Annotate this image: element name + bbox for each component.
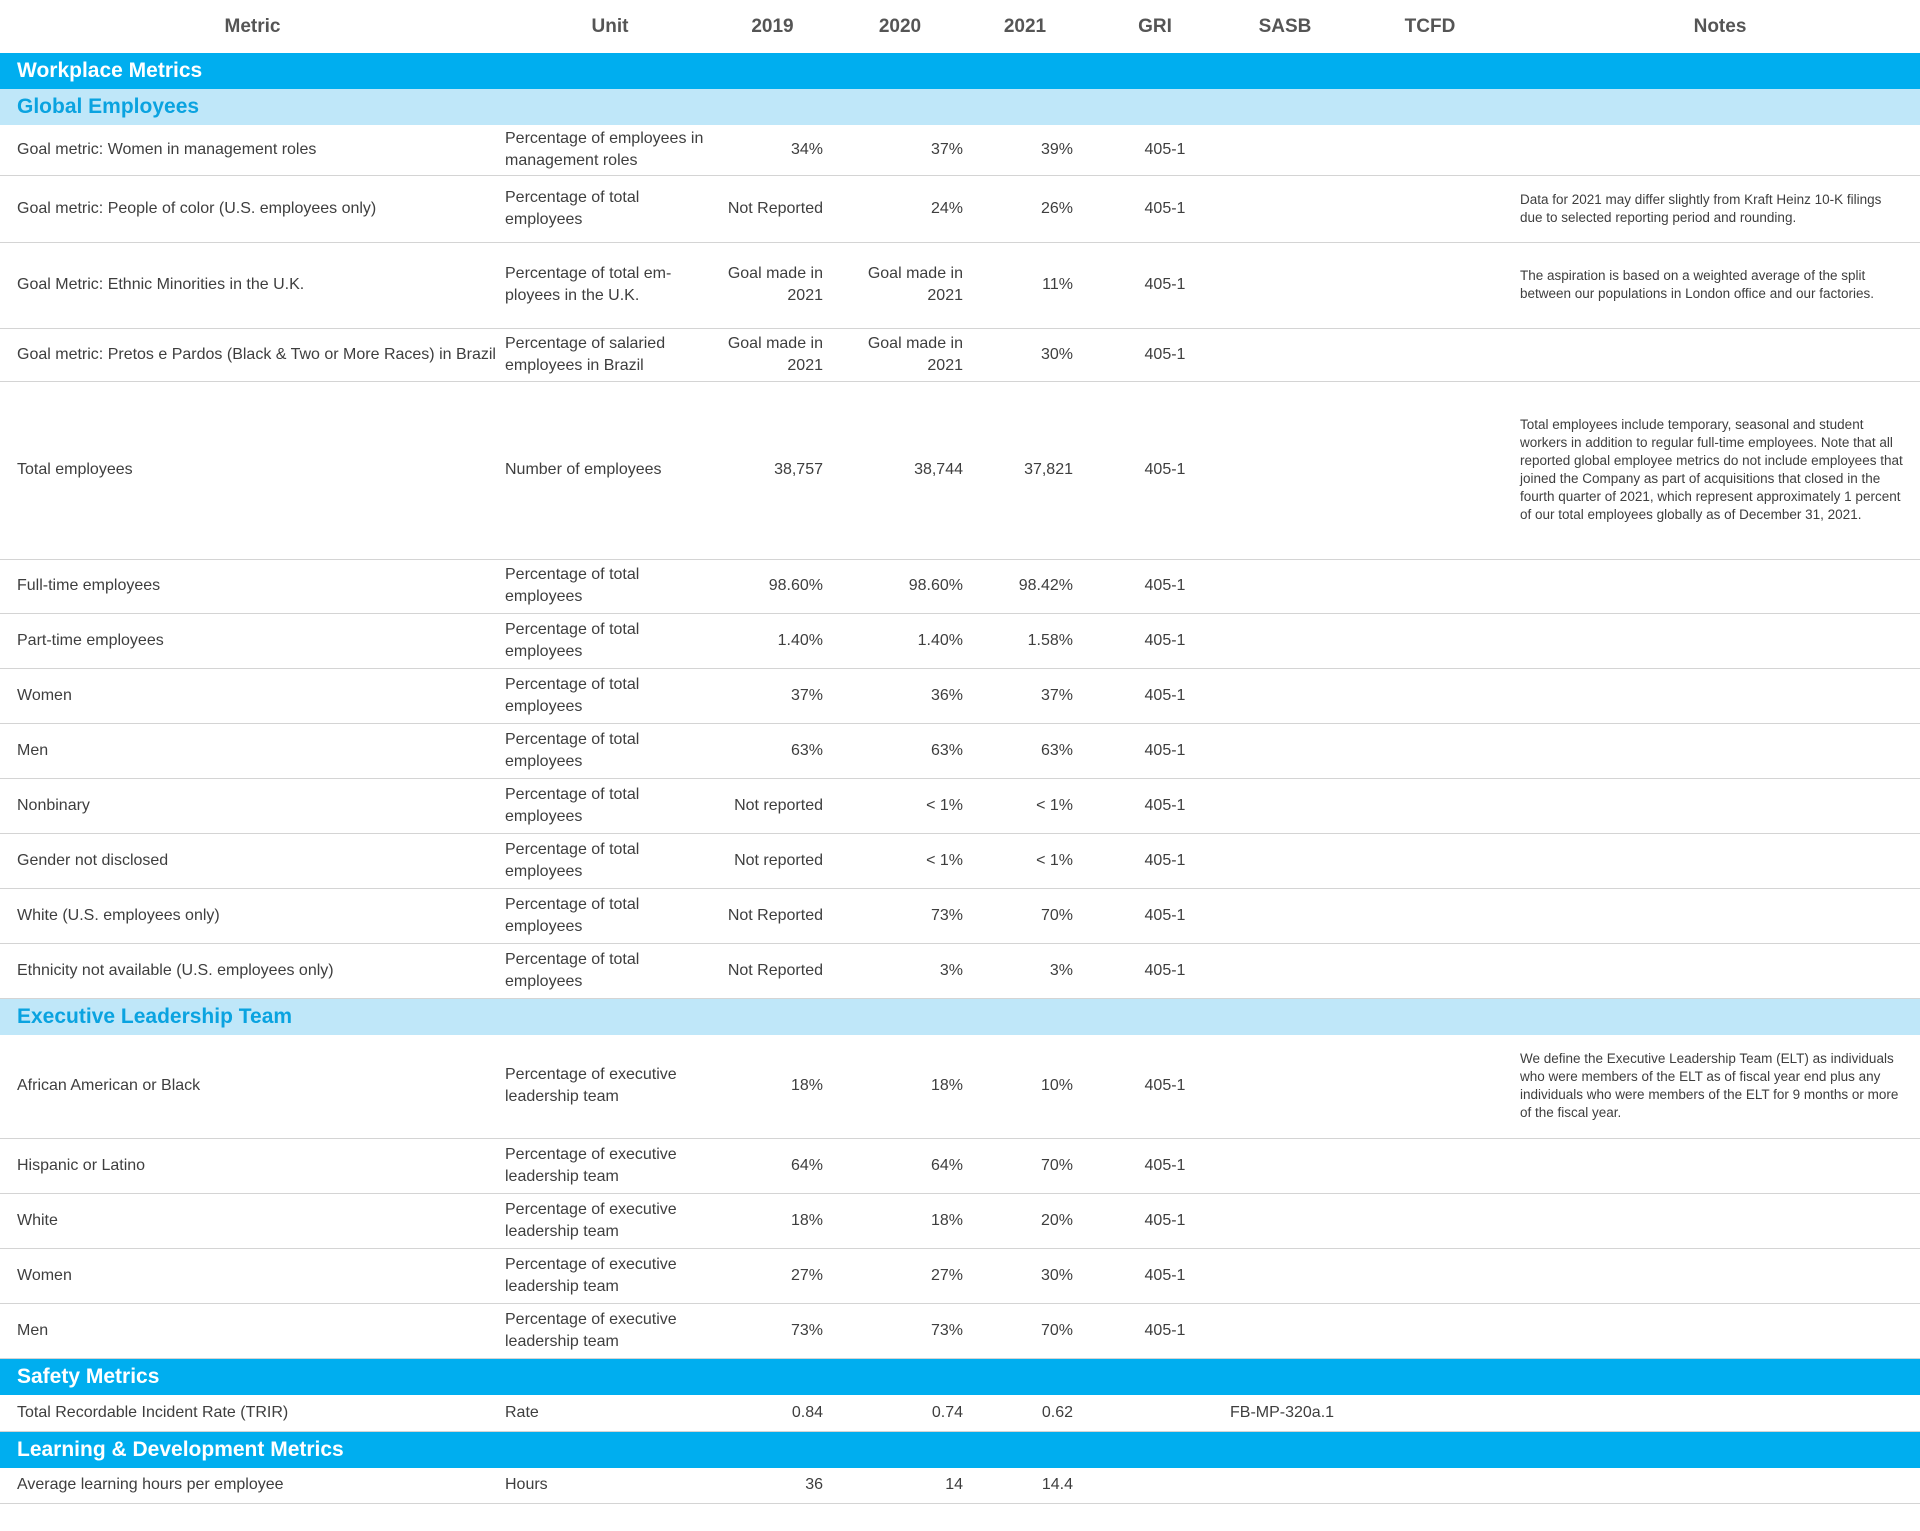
gri-cell: 405-1 [1080,328,1230,381]
gri-cell: 405-1 [1080,1194,1230,1249]
header-tcfd: TCFD [1404,15,1456,37]
tcfd-cell [1340,668,1520,723]
notes-cell [1520,1395,1920,1431]
value-2019: Goal made in 2021 [715,242,830,328]
value-2020: 0.74 [830,1395,970,1431]
metric-cell: African American or Black [0,1035,505,1139]
value-2021: 39% [970,125,1080,175]
value-2021: 14.4 [970,1468,1080,1504]
value-2019: 63% [715,723,830,778]
value-2021: 70% [970,1139,1080,1194]
gri-cell [1080,1468,1230,1504]
metric-cell: Men [0,1304,505,1359]
metric-cell: Women [0,668,505,723]
value-2021: 1.58% [970,613,1080,668]
unit-cell: Percentage of total employees [505,888,715,943]
sasb-cell [1230,175,1340,242]
metric-cell: White (U.S. employees only) [0,888,505,943]
value-2021: 37% [970,668,1080,723]
unit-cell: Percentage of employees in management roles [505,125,715,175]
value-2019: 27% [715,1249,830,1304]
header-sasb: SASB [1258,15,1312,37]
tcfd-cell [1340,1139,1520,1194]
tcfd-cell [1340,328,1520,381]
value-2020: 36% [830,668,970,723]
table-row [0,328,1920,381]
sasb-cell [1230,381,1340,559]
notes-cell [1520,1139,1920,1194]
tcfd-cell [1340,888,1520,943]
sasb-cell [1230,1139,1340,1194]
value-2020: 73% [830,1304,970,1359]
value-2020: Goal made in 2021 [830,328,970,381]
unit-cell: Percentage of total employees [505,723,715,778]
table-row [0,1194,1920,1249]
section-title: Workplace Metrics [0,53,1920,89]
header-gri: GRI [1138,15,1172,37]
unit-cell: Rate [505,1395,715,1431]
metric-cell: Nonbinary [0,778,505,833]
value-2020: Goal made in 2021 [830,242,970,328]
gri-cell: 405-1 [1080,1139,1230,1194]
tcfd-cell [1340,242,1520,328]
sasb-cell [1230,242,1340,328]
sasb-cell [1230,328,1340,381]
notes-cell [1520,1249,1920,1304]
tcfd-cell [1340,1304,1520,1359]
value-2019: 18% [715,1035,830,1139]
value-2019: 1.40% [715,613,830,668]
header-2019: 2019 [751,15,794,37]
table-row [0,723,1920,778]
subsection-global-employees [0,89,1920,125]
unit-cell: Percentage of total employees [505,559,715,613]
tcfd-cell [1340,1035,1520,1139]
value-2021: 3% [970,943,1080,998]
unit-cell: Percentage of total employees [505,943,715,998]
metric-cell: Full-time employees [0,559,505,613]
value-2019: 38,757 [715,381,830,559]
gri-cell: 405-1 [1080,125,1230,175]
metric-cell: Total employees [0,381,505,559]
value-2019: 64% [715,1139,830,1194]
table-row [0,613,1920,668]
header-notes: Notes [1693,15,1747,37]
value-2021: 37,821 [970,381,1080,559]
value-2021: 70% [970,888,1080,943]
value-2019: 98.60% [715,559,830,613]
value-2021: 30% [970,1249,1080,1304]
value-2019: Not Reported [715,888,830,943]
table-row [0,1249,1920,1304]
gri-cell: 405-1 [1080,778,1230,833]
table-row [0,1395,1920,1431]
unit-cell: Percentage of executive leadership team [505,1249,715,1304]
metric-cell: Hispanic or Latino [0,1139,505,1194]
tcfd-cell [1340,1395,1520,1431]
value-2021: 11% [970,242,1080,328]
unit-cell: Percentage of total employees [505,175,715,242]
value-2021: 98.42% [970,559,1080,613]
table-row [0,1468,1920,1504]
metric-cell: Part-time employees [0,613,505,668]
table-row [0,1035,1920,1139]
value-2019: 0.84 [715,1395,830,1431]
metric-cell: White [0,1194,505,1249]
sasb-cell [1230,1304,1340,1359]
subsection-title: Global Employees [0,89,1920,125]
subsection-executive-leadership-team [0,998,1920,1035]
value-2021: 63% [970,723,1080,778]
metric-cell: Men [0,723,505,778]
value-2020: < 1% [830,833,970,888]
gri-cell [1080,1395,1230,1431]
gri-cell: 405-1 [1080,888,1230,943]
sasb-cell: FB-MP-320a.1 [1230,1395,1340,1431]
notes-cell [1520,833,1920,888]
tcfd-cell [1340,381,1520,559]
notes-cell [1520,125,1920,175]
metric-cell: Goal metric: Pretos e Pardos (Black & Two or More Races) in Brazil [0,328,505,381]
sasb-cell [1230,943,1340,998]
value-2020: 37% [830,125,970,175]
header-2020: 2020 [878,15,922,37]
unit-cell: Hours [505,1468,715,1504]
value-2020: 27% [830,1249,970,1304]
value-2019: Not reported [715,778,830,833]
value-2019: 34% [715,125,830,175]
tcfd-cell [1340,778,1520,833]
sasb-cell [1230,1468,1340,1504]
section-workplace-metrics [0,53,1920,89]
gri-cell: 405-1 [1080,833,1230,888]
value-2020: 73% [830,888,970,943]
unit-cell: Percentage of salaried employees in Brazil [505,328,715,381]
notes-cell [1520,943,1920,998]
value-2019: 36 [715,1468,830,1504]
metric-cell: Goal Metric: Ethnic Minorities in the U.K. [0,242,505,328]
table-row [0,778,1920,833]
value-2021: 26% [970,175,1080,242]
notes-cell [1520,613,1920,668]
table-header [0,0,1920,53]
unit-cell: Percentage of total employees [505,833,715,888]
sasb-cell [1230,1249,1340,1304]
value-2019: 73% [715,1304,830,1359]
value-2021: 0.62 [970,1395,1080,1431]
sasb-cell [1230,1035,1340,1139]
value-2020: < 1% [830,778,970,833]
gri-cell: 405-1 [1080,381,1230,559]
table-row [0,943,1920,998]
metric-cell: Average learning hours per employee [0,1468,505,1504]
gri-cell: 405-1 [1080,175,1230,242]
unit-cell: Percentage of total employees [505,778,715,833]
notes-cell [1520,723,1920,778]
value-2021: 10% [970,1035,1080,1139]
sasb-cell [1230,778,1340,833]
value-2021: < 1% [970,778,1080,833]
table-row [0,668,1920,723]
header-metric: Metric [224,15,281,37]
value-2021: 70% [970,1304,1080,1359]
value-2020: 3% [830,943,970,998]
value-2020: 18% [830,1194,970,1249]
notes-cell [1520,559,1920,613]
table-row [0,175,1920,242]
value-2021: 20% [970,1194,1080,1249]
tcfd-cell [1340,175,1520,242]
value-2019: Not reported [715,833,830,888]
notes-cell [1520,1194,1920,1249]
table-row [0,888,1920,943]
sasb-cell [1230,668,1340,723]
gri-cell: 405-1 [1080,1249,1230,1304]
unit-cell: Percentage of executive leadership team [505,1035,715,1139]
table-row [0,125,1920,175]
subsection-title: Executive Leadership Team [0,998,1920,1035]
notes-cell: Data for 2021 may differ slightly from Kraft Heinz 10-K filings due to selected reporting period and rounding. [1520,175,1920,242]
sasb-cell [1230,833,1340,888]
unit-cell: Percentage of executive leadership team [505,1139,715,1194]
sasb-cell [1230,888,1340,943]
notes-cell: We define the Executive Leadership Team (ELT) as individuals who were members of the ELT as of fiscal year end plus any individuals who were members of the ELT for 9 months or more of the fiscal year. [1520,1035,1920,1139]
section-learning-development-metrics [0,1431,1920,1468]
metric-cell: Ethnicity not available (U.S. employees only) [0,943,505,998]
table-row [0,242,1920,328]
value-2020: 24% [830,175,970,242]
value-2021: 30% [970,328,1080,381]
notes-cell [1520,778,1920,833]
metric-cell: Total Recordable Incident Rate (TRIR) [0,1395,505,1431]
metric-cell: Goal metric: People of color (U.S. employees only) [0,175,505,242]
tcfd-cell [1340,1194,1520,1249]
value-2019: Not Reported [715,943,830,998]
value-2020: 38,744 [830,381,970,559]
value-2020: 64% [830,1139,970,1194]
notes-cell [1520,1468,1920,1504]
table-row [0,833,1920,888]
gri-cell: 405-1 [1080,668,1230,723]
unit-cell: Percentage of total em- ployees in the U.K. [505,242,715,328]
value-2019: Goal made in 2021 [715,328,830,381]
unit-cell: Percentage of total employees [505,613,715,668]
tcfd-cell [1340,1468,1520,1504]
gri-cell: 405-1 [1080,1035,1230,1139]
section-safety-metrics [0,1359,1920,1396]
sasb-cell [1230,723,1340,778]
table-row [0,1304,1920,1359]
gri-cell: 405-1 [1080,242,1230,328]
value-2020: 1.40% [830,613,970,668]
table-row [0,1139,1920,1194]
metric-cell: Women [0,1249,505,1304]
gri-cell: 405-1 [1080,1304,1230,1359]
notes-cell [1520,888,1920,943]
sasb-cell [1230,125,1340,175]
unit-cell: Number of employees [505,381,715,559]
metric-cell: Gender not disclosed [0,833,505,888]
value-2019: 18% [715,1194,830,1249]
metric-cell: Goal metric: Women in management roles [0,125,505,175]
header-unit: Unit [591,15,629,37]
notes-cell [1520,668,1920,723]
value-2021: < 1% [970,833,1080,888]
section-title: Safety Metrics [0,1359,1920,1396]
tcfd-cell [1340,559,1520,613]
gri-cell: 405-1 [1080,723,1230,778]
table-body [0,53,1920,1504]
sasb-cell [1230,613,1340,668]
tcfd-cell [1340,125,1520,175]
tcfd-cell [1340,833,1520,888]
tcfd-cell [1340,943,1520,998]
tcfd-cell [1340,1249,1520,1304]
notes-cell [1520,1304,1920,1359]
notes-cell: The aspiration is based on a weighted average of the split between our populations in London office and our factories. [1520,242,1920,328]
gri-cell: 405-1 [1080,943,1230,998]
value-2020: 18% [830,1035,970,1139]
unit-cell: Percentage of executive leadership team [505,1304,715,1359]
value-2020: 63% [830,723,970,778]
value-2019: 37% [715,668,830,723]
tcfd-cell [1340,613,1520,668]
gri-cell: 405-1 [1080,559,1230,613]
sasb-cell [1230,559,1340,613]
table-row [0,559,1920,613]
tcfd-cell [1340,723,1520,778]
notes-cell: Total employees include temporary, seasonal and student workers in addition to regular full-time employees. Note that all reported global employee metrics do not include employees that joined the Company as part of acquisitions that closed in the fourth quarter of 2021, which represent approximately 1 percent of our total employees globally as of December 31, 2021. [1520,381,1920,559]
sasb-cell [1230,1194,1340,1249]
value-2019: Not Reported [715,175,830,242]
table-row [0,381,1920,559]
section-title: Learning & Development Metrics [0,1431,1920,1468]
gri-cell: 405-1 [1080,613,1230,668]
value-2020: 14 [830,1468,970,1504]
header-2021: 2021 [1003,15,1047,37]
value-2020: 98.60% [830,559,970,613]
unit-cell: Percentage of total employees [505,668,715,723]
notes-cell [1520,328,1920,381]
unit-cell: Percentage of executive leadership team [505,1194,715,1249]
